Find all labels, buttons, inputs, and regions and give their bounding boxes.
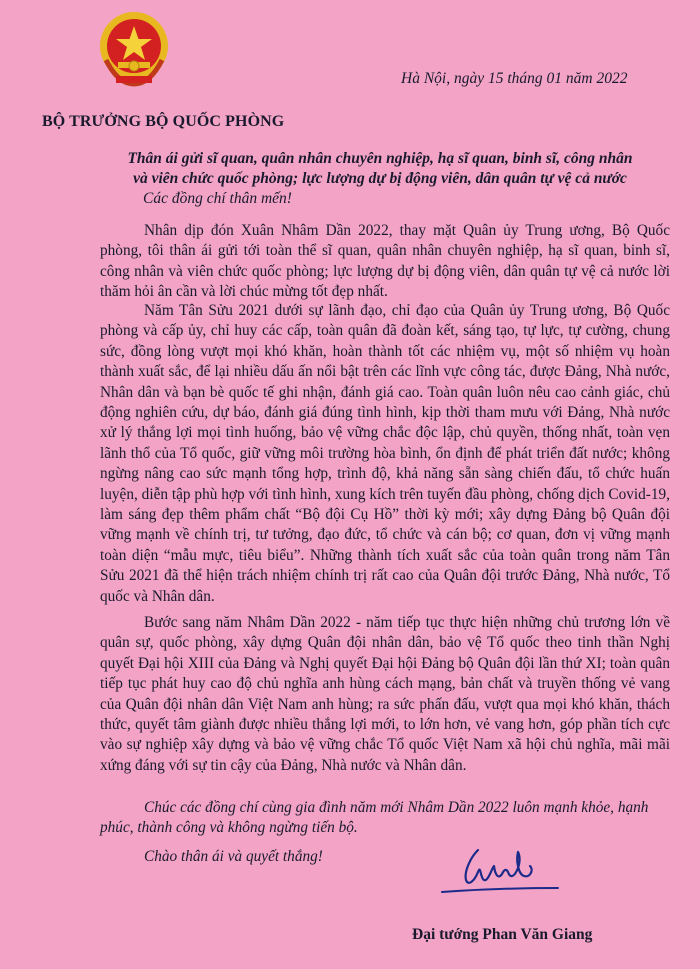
body-paragraph-2: Năm Tân Sửu 2021 dưới sự lãnh đạo, chỉ đạo của Quân ủy Trung ương, Bộ Quốc phòng và cấp ủy, chỉ huy các cấp, toàn quân đã đoàn kết, sáng tạo, tự lực, tự cường, chung sức, đồng lòng vượt mọi khó khăn, hoàn thành tốt các nhiệm vụ, một số nhiệm vụ hoàn thành xuất sắc, để lại nhiều dấu ấn nổi bật trên các lĩnh vực công tác, được Đảng, Nhà nước, Nhân dân và bạn bè quốc tế ghi nhận, đánh giá cao. Toàn quân luôn nêu cao cảnh giác, chủ động nghiên cứu, dự báo, đánh giá đúng tình hình, kịp thời tham mưu với Đảng, Nhà nước xử lý thắng lợi mọi tình huống, bảo vệ vững chắc độc lập, chủ quyền, thống nhất, toàn vẹn lãnh thổ của Tổ quốc, giữ vững môi trường hòa bình, ổn định để phát triển đất nước; không ngừng nâng cao sức mạnh tổng hợp, trình độ, khả năng sẵn sàng chiến đấu, tổ chức huấn luyện, diễn tập phù hợp với tình hình, xung kích trên tuyến đầu phòng, chống dịch Covid-19, làm sáng đẹp thêm phẩm chất “Bộ đội Cụ Hồ” thời kỳ mới; xây dựng Đảng bộ Quân đội vững mạnh về chính trị, tư tưởng, đạo đức, tổ chức và cán bộ; cơ quan, đơn vị vững mạnh toàn diện “mẫu mực, tiêu biểu”. Những thành tích xuất sắc của toàn quân trong năm Tân Sửu 2021 đã thể hiện trách nhiệm chính trị rất cao của Quân đội trước Đảng, Nhà nước, Tổ quốc và Nhân dân. bbox=[100, 302, 670, 605]
org-title: BỘ TRƯỞNG BỘ QUỐC PHÒNG bbox=[42, 113, 285, 130]
national-emblem-icon bbox=[96, 10, 172, 88]
place-date: Hà Nội, ngày 15 tháng 01 năm 2022 bbox=[401, 70, 628, 87]
heading-line-2: và viên chức quốc phòng; lực lượng dự bị động viên, dân quân tự vệ cả nước bbox=[133, 170, 627, 187]
closing-greeting: Chào thân ái và quyết thắng! bbox=[144, 848, 323, 865]
signer-name: Đại tướng Phan Văn Giang bbox=[412, 926, 593, 943]
closing-wish: Chúc các đồng chí cùng gia đình năm mới Nhâm Dần 2022 luôn mạnh khỏe, hạnh phúc, thành công và không ngừng tiến bộ. bbox=[100, 799, 649, 837]
body-paragraph-1: Nhân dịp đón Xuân Nhâm Dần 2022, thay mặt Quân ủy Trung ương, Bộ Quốc phòng, tôi thân ái gửi tới toàn thể sĩ quan, quân nhân chuyên nghiệp, hạ sĩ quan, binh sĩ, công nhân và viên chức quốc phòng; lực lượng dự bị động viên, dân quân tự vệ cả nước lời thăm hỏi ân cần và lời chúc mừng tốt đẹp nhất. bbox=[100, 222, 670, 301]
salutation: Các đồng chí thân mến! bbox=[143, 190, 292, 207]
heading-line-1: Thân ái gửi sĩ quan, quân nhân chuyên nghiệp, hạ sĩ quan, binh sĩ, công nhân bbox=[127, 150, 633, 167]
handwritten-signature bbox=[440, 838, 560, 898]
body-paragraph-3: Bước sang năm Nhâm Dần 2022 - năm tiếp tục thực hiện những chủ trương lớn về quân sự, quốc phòng, xây dựng Quân đội nhân dân, bảo vệ Tổ quốc theo tinh thần Nghị quyết Đại hội XIII của Đảng và Nghị quyết Đại hội Đảng bộ Quân đội lần thứ XI; toàn quân tiếp tục phát huy cao độ chủ nghĩa anh hùng cách mạng, bản chất và truyền thống vẻ vang của Quân đội nhân dân Việt Nam anh hùng; ra sức phấn đấu, vượt qua mọi khó khăn, thách thức, quyết tâm giành được nhiều thắng lợi mới, to lớn hơn, vẻ vang hơn, góp phần tích cực vào sự nghiệp xây dựng và bảo vệ vững chắc Tổ quốc Việt Nam xã hội chủ nghĩa, mãi mãi xứng đáng với sự tin cậy của Đảng, Nhà nước và Nhân dân. bbox=[100, 614, 670, 774]
letter-heading bbox=[90, 149, 670, 189]
